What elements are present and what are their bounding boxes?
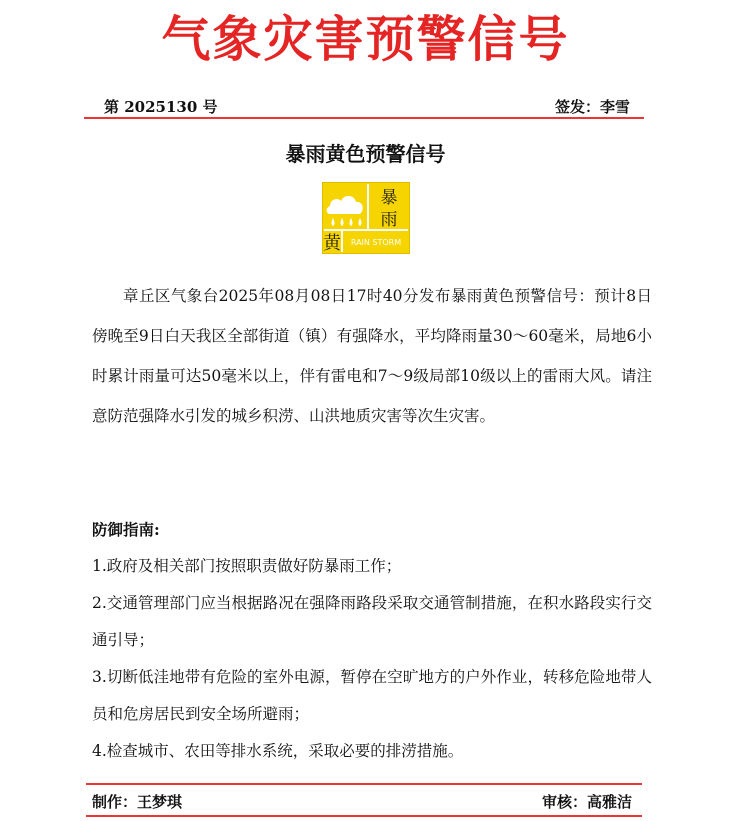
footer-row — [92, 791, 632, 813]
warning-body-text: 章丘区气象台2025年08月08日17时40分发布暴雨黄色预警信号：预计8日傍晚至9日白天我区全部街道（镇）有强降水，平均降雨量30～60毫米，局地6小时累计雨量可达50毫米以上，伴有雷电和7～9级局部10级以上的雷雨大风。请注意防范强降水引发的城乡积涝、山洪地质灾害等次生灾害。 — [92, 287, 652, 425]
guide-item: 3.切断低洼地带有危险的室外电源，暂停在空旷地方的户外作业，转移危险地带人员和危房居民到安全场所避雨； — [92, 668, 652, 723]
signer: 签发：李雪 — [554, 98, 630, 116]
guide-item: 1.政府及相关部门按照职责做好防暴雨工作； — [92, 557, 402, 575]
rainstorm-yellow-warning-icon — [322, 182, 410, 254]
header-divider — [84, 117, 644, 119]
warning-title: 暴雨黄色预警信号 — [285, 142, 446, 166]
footer-divider-bottom — [86, 815, 642, 817]
icon-english-label: RAIN STORM — [350, 238, 402, 247]
reviewer: 审核：高雅洁 — [541, 793, 632, 811]
icon-char-mid: 雨 — [380, 210, 398, 230]
issue-row — [84, 96, 644, 118]
warning-body — [92, 276, 652, 436]
masthead-title: 气象灾害预警信号 — [161, 11, 570, 68]
guide-item: 2.交通管理部门应当根据路况在强降雨路段采取交通管制措施，在积水路段实行交通引导； — [92, 594, 652, 649]
icon-char-color: 黄 — [323, 233, 341, 254]
issue-number: 第 2025130 号 — [104, 98, 218, 116]
guide-item: 4.检查城市、农田等排水系统，采取必要的排涝措施。 — [92, 742, 464, 760]
guide-list — [92, 548, 652, 770]
icon-char-top: 暴 — [380, 188, 398, 208]
footer-divider-top — [86, 783, 642, 785]
producer: 制作：王梦琪 — [92, 793, 183, 811]
guide-title: 防御指南: — [92, 520, 160, 539]
